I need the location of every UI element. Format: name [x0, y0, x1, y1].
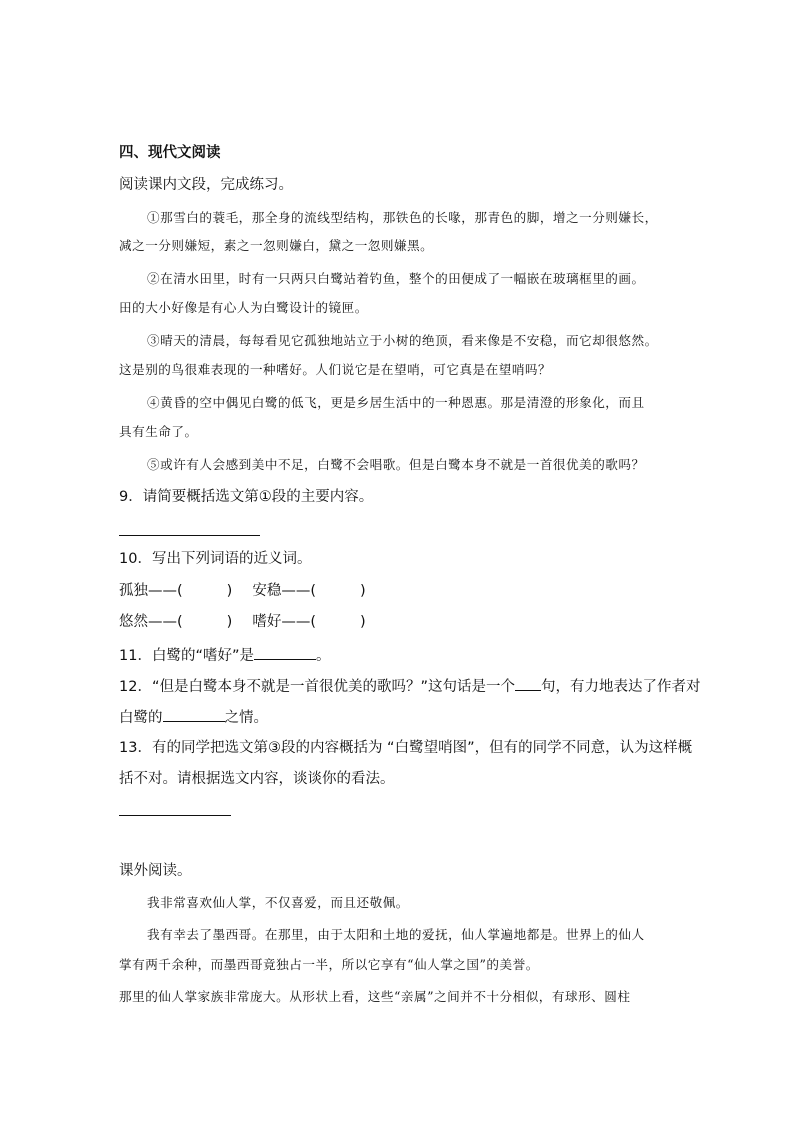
- section-title: 四、现代文阅读: [119, 145, 221, 161]
- answer-blank-q12-a[interactable]: [515, 678, 541, 691]
- q10-word-3: 悠然——(: [119, 614, 183, 630]
- passage1-paragraph2-line1: ②在清水田里，时有一只两只白鹭站着钓鱼，整个的田便成了一幅嵌在玻璃框里的画。: [147, 271, 645, 286]
- passage1-paragraph3-line1: ③晴天的清晨，每每看见它孤独地站立于小树的绝顶，看来像是不安稳，而它却很悠然。: [147, 333, 658, 348]
- question-13-line1: 13．有的同学把选文第③段的内容概括为 “白鹭望哨图”，但有的同学不同意，认为这样概: [119, 740, 693, 756]
- q10-row1: [119, 584, 366, 599]
- answer-blank-q11[interactable]: [254, 647, 316, 660]
- passage1-paragraph2-line2: 田的大小好像是有心人为白鹭设计的镜匣。: [119, 300, 368, 315]
- instruction-text: 阅读课内文段，完成练习。: [119, 177, 293, 193]
- question-13-line2: 括不对。请根据选文内容，谈谈你的看法。: [119, 771, 395, 787]
- q11-text: 11．白鹭的“嗜好”是: [119, 648, 254, 664]
- q12-text-b: 句，有力地表达了作者对: [540, 679, 701, 695]
- extracurricular-title: 课外阅读。: [119, 863, 192, 879]
- passage1-paragraph1-line2: 减之一分则嫌短，素之一忽则嫌白，黛之一忽则嫌黑。: [119, 238, 434, 253]
- passage1-paragraph1-line1: ①那雪白的蓑毛，那全身的流线型结构，那铁色的长喙，那青色的脚，增之一分则嫌长，: [147, 210, 658, 225]
- q10-word-1: 孤独——(: [119, 583, 183, 599]
- question-11: [119, 647, 330, 664]
- q10-close-2: ): [360, 583, 366, 599]
- q10-row2: [119, 615, 366, 630]
- answer-line-q13[interactable]: [119, 815, 231, 816]
- question-9: 9．请简要概括选文第①段的主要内容。: [119, 489, 374, 505]
- q10-close-1: ): [226, 583, 233, 599]
- q10-close-3: ): [226, 614, 233, 630]
- question-10: 10．写出下列词语的近义词。: [119, 551, 312, 567]
- question-12-line1: [119, 678, 700, 695]
- q10-close-4: ): [360, 614, 366, 630]
- answer-blank-q12-b[interactable]: [163, 709, 225, 722]
- passage1-paragraph4-line2: 具有生命了。: [119, 424, 198, 439]
- passage2-paragraph3-line1: 那里的仙人掌家族非常庞大。从形状上看，这些“亲属”之间并不十分相似，有球形、圆柱: [119, 989, 631, 1004]
- passage1-paragraph4-line1: ④黄昏的空中偶见白鹭的低飞，更是乡居生活中的一种恩惠。那是清澄的形象化，而且: [147, 395, 645, 410]
- answer-line-q9[interactable]: [119, 535, 260, 536]
- passage1-paragraph5: ⑤或许有人会感到美中不足，白鹭不会唱歌。但是白鹭本身不就是一首很优美的歌吗？: [147, 457, 645, 472]
- q10-word-2: 安稳——(: [252, 583, 317, 599]
- q10-word-4: 嗜好——(: [252, 614, 317, 630]
- passage2-paragraph2-line2: 掌有两千余种，而墨西哥竟独占一半，所以它享有“仙人掌之国”的美誉。: [119, 957, 539, 972]
- q12-text-a: 12．“但是白鹭本身不就是一首很优美的歌吗？”这句话是一个: [119, 679, 515, 695]
- passage2-paragraph1: 我非常喜欢仙人掌，不仅喜爱，而且还敬佩。: [147, 895, 409, 910]
- question-12-line2: [119, 709, 268, 726]
- q11-end: 。: [315, 648, 331, 664]
- passage2-paragraph2-line1: 我有幸去了墨西哥。在那里，由于太阳和土地的爱抚，仙人掌遍地都是。世界上的仙人: [147, 927, 645, 942]
- q12-text-d: 之情。: [224, 710, 268, 726]
- passage1-paragraph3-line2: 这是别的鸟很难表现的一种嗜好。人们说它是在望哨，可它真是在望哨吗？: [119, 362, 552, 377]
- q12-text-c: 白鹭的: [119, 710, 163, 726]
